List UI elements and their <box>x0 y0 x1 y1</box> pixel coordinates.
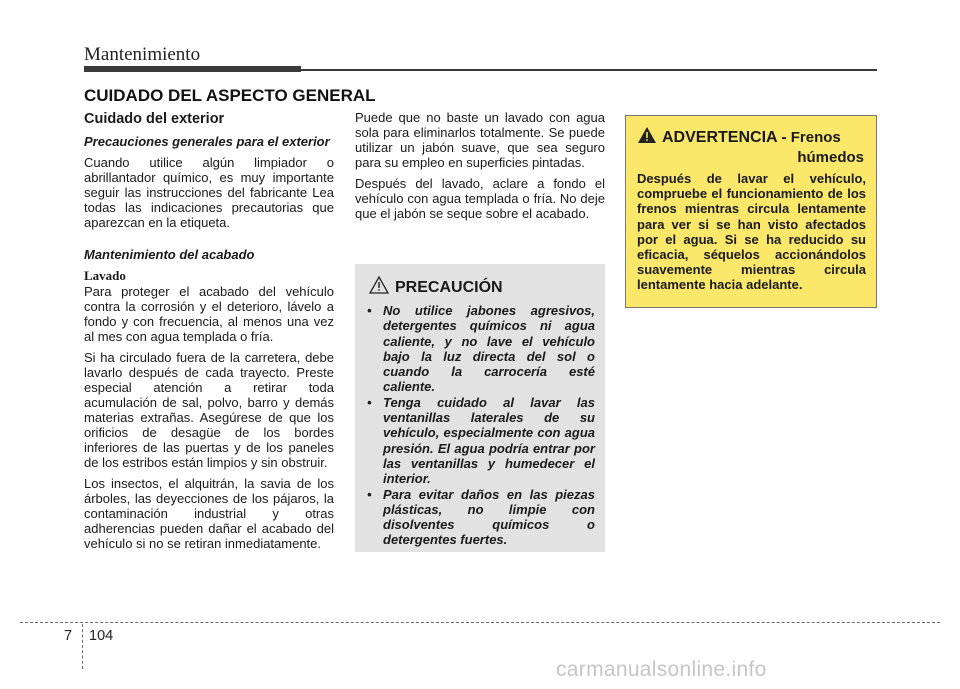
subheading-general-precautions: Precauciones generales para el exterior <box>84 134 330 149</box>
bullet: • <box>367 303 372 318</box>
caution-list <box>367 303 595 548</box>
left-column <box>84 110 334 557</box>
warning-body: Después de lavar el vehículo, compruebe el funcionamiento de los frenos mientras circula lentamente para ver si se han visto afectados por el agua. Si se ha reducido su eficacia, séquelos accionándolos suavemente mientras circula lentamente hacia adelante. <box>637 171 866 293</box>
caution-item: • Para evitar daños en las piezas plásticas, no limpie con disolventes químicos o detergentes fuertes. <box>367 486 595 548</box>
page-number: 104 <box>89 628 114 644</box>
bullet: • <box>367 486 372 502</box>
heading-exterior-care: Cuidado del exterior <box>84 111 225 127</box>
warning-title: ADVERTENCIA - <box>662 128 787 146</box>
paragraph-cleaner-instructions: Cuando utilice algún limpiador o abrillantador químico, es muy importante seguir las instrucciones del fabricante Lea todas las indicaciones precautorias que aparezcan en la etiqueta. <box>84 155 334 230</box>
caution-item: • No utilice jabones agresivos, detergentes químicos ni agua caliente, y no lave el vehículo bajo la luz directa del sol o cuando la carrocería esté caliente. <box>367 303 595 395</box>
warning-triangle-icon <box>369 276 395 299</box>
warning-subtitle-line1: Frenos <box>790 128 841 146</box>
warning-box <box>625 115 877 308</box>
caution-title: PRECAUCIÓN <box>395 278 503 296</box>
warning-triangle-filled-icon <box>637 126 662 149</box>
middle-column <box>355 110 605 227</box>
footer-vertical-divider <box>82 624 83 669</box>
paragraph-mild-soap: Puede que no baste un lavado con agua sola para eliminarlos totalmente. Se puede utilizar un jabón suave, que sea seguro para su empleo en superficies pintadas. <box>355 110 605 170</box>
caution-item: • Tenga cuidado al lavar las ventanillas laterales de su vehículo, especialmente con agua presión. El agua podría entrar por las ventanillas y humedecer el interior. <box>367 394 595 487</box>
caution-header <box>369 276 595 299</box>
warning-header <box>637 126 866 167</box>
paragraph-protect-finish: Para proteger el acabado del vehículo contra la corrosión y el deterioro, lávelo a fondo y con frecuencia, al menos una vez al mes con agua templada o fría. <box>84 284 334 344</box>
section-title: CUIDADO DEL ASPECTO GENERAL <box>84 86 376 105</box>
watermark: carmanualsonline.info <box>556 658 767 681</box>
paragraph-contaminants: Los insectos, el alquitrán, la savia de los árboles, las deyecciones de los pájaros, la contaminación industrial y otras adherencias pueden dañar el acabado del vehículo si no se retiran inmediatamente. <box>84 476 334 551</box>
chapter-title: Mantenimiento <box>84 44 201 65</box>
caution-box <box>355 264 605 552</box>
header-bar-thin <box>301 69 877 71</box>
subheading-finish-maintenance: Mantenimiento del acabado <box>84 247 255 262</box>
bullet: • <box>367 394 372 410</box>
chapter-number: 7 <box>64 628 73 644</box>
subheading-washing: Lavado <box>84 268 126 283</box>
paragraph-rinse: Después del lavado, aclare a fondo el vehículo con agua templada o fría. No deje que el jabón se seque sobre el acabado. <box>355 176 605 221</box>
header-bar-thick <box>84 66 301 72</box>
warning-subtitle-line2: húmedos <box>797 149 864 166</box>
paragraph-off-road: Si ha circulado fuera de la carretera, debe lavarlo después de cada trayecto. Preste especial atención a retirar toda acumulación de sal, polvo, barro y demás materias extrañas. Asegúrese de que los orificios de desagüe de los bordes inferiores de las puertas y de los paneles de los estribos están limpios y sin obstruir. <box>84 350 334 470</box>
footer-divider <box>20 622 940 623</box>
